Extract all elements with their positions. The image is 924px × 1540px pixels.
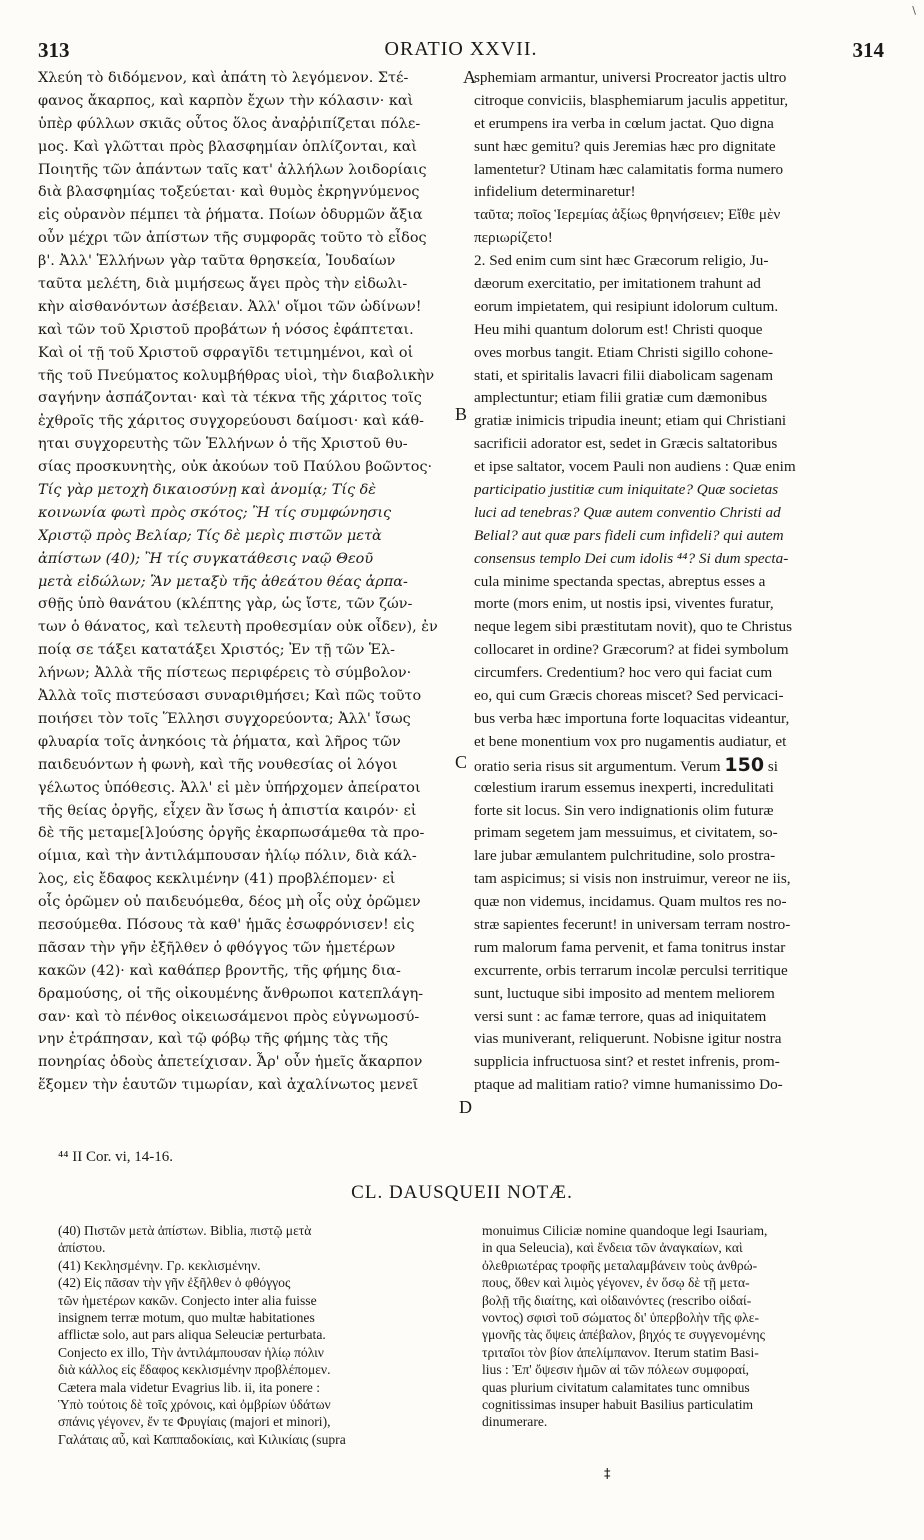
greek-text-column xyxy=(38,67,460,1097)
latin-text-line: gratiæ inimicis tripudia ineunt; etiam qui Christiani xyxy=(474,412,787,430)
footnote: ⁴⁴ II Cor. vi, 14-16. xyxy=(58,1149,174,1165)
note-line: τῶν ἡμετέρων κακῶν. Conjecto inter alia fuisse xyxy=(58,1292,317,1308)
latin-text-line: sphemiam armantur, universi Procreator jactis ultro xyxy=(474,69,787,86)
greek-text-line: πεσούμεθα. Πόσους τὰ καθ' ἡμᾶς ἐσωφρόνισεν! εἰς xyxy=(38,916,415,933)
note-line: (42) Εἰς πᾶσαν τὴν γῆν ἐξῆλθεν ὁ φθόγγος xyxy=(58,1275,291,1291)
greek-text-line: φλυαρία τοῖς ἀνηκόοις τὰ ῥήματα, καὶ λῆρος τῶν xyxy=(38,733,401,750)
note-line: βολῇ τῆς διαίτης, καὶ οἰδαινόντες (rescribo οἰδαί- xyxy=(482,1292,752,1308)
note-line: quas plurium civitatum calamitates tunc omnibus xyxy=(482,1379,750,1395)
note-line: Γαλάταις αὖ, καὶ Καππαδοκίαις, καὶ Κιλικίαις (supra xyxy=(58,1431,346,1447)
margin-letter-b: B xyxy=(455,404,468,424)
greek-text-line: λήνων; Ἀλλὰ τῆς πίστεως περιφέρεις τὸ σύμβολον· xyxy=(38,665,412,682)
greek-text-line: δὲ τῆς μεταμε[λ]ούσης ὀργῆς ἐκαρπωσάμεθα τὰ προ- xyxy=(38,825,425,842)
latin-text-line: oratio seria risus sit argumentum. Verum 150 si xyxy=(474,753,779,776)
latin-text-column xyxy=(474,67,888,1097)
latin-text-line: oves morbus tangit. Etiam Christi sigillo cohone- xyxy=(474,343,774,361)
greek-text-line: ἐχθροῖς τῆς χάριτος συγχορεύουσι δαίμοσι· καὶ κάθ- xyxy=(38,413,425,430)
latin-text-line: et ipse saltator, vocem Pauli non audiens : Quæ enim xyxy=(474,458,796,476)
greek-text-line: ποίᾳ σε τάξει κατατάξει Χριστός; Ἐν τῇ τῶν Ἑλ- xyxy=(38,642,395,659)
latin-text-line: tam aspicimus; si visis non instruimur, vereor ne iis, xyxy=(474,870,791,888)
greek-text-line: Ἀλλὰ τοῖς πιστεύσασι συναριθμήσει; Καὶ πῶς τοῦτο xyxy=(38,688,422,705)
note-line: ἀπίστου. xyxy=(58,1240,106,1256)
note-line: Conjecto ex illo, Τὴν ἀντιλάμπουσαν ἡλίῳ πόλιν xyxy=(58,1344,324,1360)
latin-text-line: collocaret in ordine? Græcorum? at fidei symbolum xyxy=(474,641,789,659)
greek-text-line: Ποιητῆς τῶν ἁπάντων ταῖς κατ' ἀλλήλων λοιδορίαις xyxy=(38,161,427,178)
greek-text-line: οἷς ὁρῶμεν οὐ παιδευόμεθα, δέος μὴ οἷς οὐχ ὁρῶμεν xyxy=(38,894,421,911)
latin-text-line: luci ad tenebras? Quæ autem conventio Christi ad xyxy=(474,503,781,521)
latin-text-line: primam segetem jam messuimus, et civitatem, so- xyxy=(474,824,778,842)
latin-text-line: rum malorum fama pervenit, et fama tonitrus instar xyxy=(474,938,786,956)
margin-letter-a: A xyxy=(463,67,476,87)
note-line: σπάνις γέγονεν, ἔν τε Φρυγίαις (majori et minori), xyxy=(58,1414,331,1430)
latin-text-line: stati, et spiritalis lavacri filii diabolicam sagenam xyxy=(474,366,774,384)
note-line: cognitissimas insuper habuit Basilius particulatim xyxy=(482,1396,754,1412)
margin-letter-c: C xyxy=(455,752,468,772)
latin-text-line: excurrente, orbis terrarum incolæ perculsi territique xyxy=(474,961,788,979)
latin-text-line: infidelium determinaretur! xyxy=(474,183,636,201)
latin-text-line: eo, qui cum Græcis choreas miscet? Sed pervicaci- xyxy=(474,687,784,705)
greek-text-line: εἰς οὐρανὸν πέμπει τὰ ῥήματα. Ποίων ὀδυρμῶν ἄξια xyxy=(38,207,423,224)
latin-text-line: morte (mors enim, ut nostis ipsi, viventes furatur, xyxy=(474,595,774,613)
note-line: νοντος) σφισὶ τοῦ σώματος δι' ὑπερβολὴν τῆς φλε- xyxy=(482,1309,759,1325)
running-title: ORATIO XXVII. xyxy=(384,38,538,60)
greek-text-line: κακῶν (42)· καὶ καθάπερ βροντῆς, τῆς φήμης δια- xyxy=(38,962,401,979)
latin-text-line: citroque conviciis, blasphemiarum jaculis appetitur, xyxy=(474,91,789,109)
page-number-right: 314 xyxy=(852,38,884,62)
latin-text-line: vias muniverant, reliquerunt. Nobisne igitur nostra xyxy=(474,1030,782,1048)
margin-letter-d: D xyxy=(459,1097,472,1117)
latin-text-line: neque legem sibi præstitutam novit), quo te Christus xyxy=(474,618,793,636)
latin-text-line: περιωρίζετο! xyxy=(474,229,553,247)
greek-text-line: Τίς γὰρ μετοχὴ δικαιοσύνῃ καὶ ἀνομίᾳ; Τίς δὲ xyxy=(38,482,377,499)
note-line: afflictæ solo, aut pars aliqua Seleuciæ perturbata. xyxy=(58,1327,326,1343)
greek-text-line: μετὰ εἰδώλων; Ἂν μεταξὺ τῆς ἀθεάτου θέας ἁρπα- xyxy=(38,573,408,590)
latin-text-line: cœlestium irarum essemus inexperti, incredulitati xyxy=(474,778,774,796)
greek-text-line: Χριστῷ πρὸς Βελίαρ; Τίς δὲ μερὶς πιστῶν μετὰ xyxy=(38,527,382,544)
latin-text-line: et bene monentium vox pro nugamentis audiatur, et xyxy=(474,732,787,750)
greek-text-line: δραμούσης, οἱ τῆς οἰκουμένης ἄνθρωποι κατεπλάγη- xyxy=(38,985,424,1002)
latin-text-line: forte sit locus. Sin vero indignationis olim futuræ xyxy=(474,801,774,819)
latin-text-line: sunt hæc gemitu? quis Jeremias hæc pro dignitate xyxy=(474,137,776,155)
greek-text-line: σίας προσκυνητὴς, οὐκ ἀκούων τοῦ Παύλου βοῶντος· xyxy=(38,459,433,476)
note-line: in qua Seleucia), καὶ ἔνδεια τῶν ἀναγκαίων, καὶ xyxy=(482,1240,743,1256)
note-line: πους, ὅθεν καὶ λιμὸς γέγονεν, ἐν ὅσῳ δὲ τῇ μετα- xyxy=(482,1275,750,1291)
greek-text-line: πᾶσαν τὴν γῆν ἐξῆλθεν ὁ φθόγγος τῶν ἡμετέρων xyxy=(38,939,396,956)
greek-text-line: ποιήσει τὸν τοῖς Ἕλλησι συγχορεύοντα; Ἀλλ' ἴσως xyxy=(38,710,411,727)
greek-text-line: κοινωνία φωτὶ πρὸς σκότος; Ἢ τίς συμφώνησις xyxy=(38,504,392,521)
latin-text-line: circumfers. Credentium? hoc vero qui faciat cum xyxy=(474,664,773,682)
greek-text-line: των ὁ θάνατος, καὶ τελευτὴ προθεσμίαν οὐκ οἶδεν), ἐν xyxy=(38,619,438,636)
latin-text-line: ταῦτα; ποῖος Ἱερεμίας ἀξίως θρηνήσειεν; Εἴθε μὲν xyxy=(474,206,781,224)
greek-text-line: ηται συγχορευτὴς τῶν Ἑλλήνων ὁ τῆς Χριστοῦ θυ- xyxy=(38,436,408,453)
latin-text-line: versi sunt : ac famæ terrore, quas ad iniquitatem xyxy=(474,1007,767,1025)
greek-text-line: καὶ τῶν τοῦ Χριστοῦ προβάτων ἡ νόσος ἐφάπτεται. xyxy=(38,321,414,338)
greek-text-line: ἕξομεν τὴν ἑαυτῶν τιμωρίαν, καὶ ἀχαλίνωτος μενεῖ xyxy=(38,1077,419,1094)
greek-text-line: τῆς θείας ὀργῆς, εἶχεν ἂν ἴσως ἡ ἀπιστία καιρόν· εἰ xyxy=(38,802,417,819)
note-line: monuimus Ciliciæ nomine quandoque legi Isauriam, xyxy=(482,1223,768,1238)
greek-text-line: σθῇς ὑπὸ θανάτου (κλέπτης γὰρ, ὡς ἴστε, τῶν ζών- xyxy=(38,596,413,613)
greek-text-line: β'. Ἀλλ' Ἑλλήνων γὰρ ταῦτα θρησκεία, Ἰουδαίων xyxy=(38,253,396,270)
greek-text-line: οίμια, καὶ τὴν ἀντιλάμπουσαν ἡλίῳ πόλιν, διὰ κάλ- xyxy=(38,848,417,865)
latin-text-line: consensus templo Dei cum idolis ⁴⁴? Si dum specta- xyxy=(474,549,789,567)
greek-text-line: μος. Καὶ γλῶτται πρὸς βλασφημίαν ὁπλίζονται, καὶ xyxy=(38,138,418,155)
greek-text-line: φανος ἄκαρπος, καὶ καρπὸν ἔχων τὴν κόλασιν· καὶ xyxy=(38,92,414,109)
note-line: Ὑπὸ τούτοις δὲ τοῖς χρόνοις, καὶ ὀμβρίων ὑδάτων xyxy=(58,1396,331,1412)
latin-text-line: Heu mihi quantum dolorum est! Christi quoque xyxy=(474,320,763,338)
notes-heading: CL. DAUSQUEII NOTÆ. xyxy=(351,1182,573,1203)
latin-text-line: quæ non videmus, incidamus. Quam multos res no- xyxy=(474,893,787,911)
latin-text-line: lare jubar æmulantem pulchritudine, solo prostra- xyxy=(474,847,776,865)
latin-text-line: supplicia infructuosa sint? et restet infrenis, prom- xyxy=(474,1053,780,1071)
greek-text-line: σαν· καὶ τὸ πένθος οἰκειωσάμενοι πρὸς εὐγνωμοσύ- xyxy=(38,1008,420,1025)
greek-text-line: οὖν μέχρι τῶν ἀπίστων τῆς συμφορᾶς τοῦτο τὸ εἶδος xyxy=(38,230,427,247)
note-line: (40) Πιστῶν μετὰ ἀπίστων. Biblia, πιστῷ μετὰ xyxy=(58,1223,312,1238)
greek-text-line: γέλωτος ὑπόθεσις. Ἀλλ' εἰ μὲν ὑπήρχομεν ἀπείρατοι xyxy=(38,779,421,796)
note-line: Cætera mala videtur Evagrius lib. ii, ita ponere : xyxy=(58,1379,320,1395)
note-line: ὀλεθριωτέρας τροφῆς μεταλαμβάνειν τοὺς ἀνθρώ- xyxy=(482,1257,758,1273)
latin-text-line: Belial? aut quæ pars fideli cum infideli? qui autem xyxy=(474,526,784,544)
column-number-marker: 150 xyxy=(724,753,765,776)
greek-text-line: ὑπὲρ φύλλων σκιᾶς οὗτος ὅλος ἀναῤῥιπίζεται πόλε- xyxy=(38,115,421,132)
corner-mark: \ xyxy=(912,4,916,17)
notes-right-column xyxy=(482,1222,884,1431)
latin-text-line: 2. Sed enim cum sint hæc Græcorum religio, Ju- xyxy=(474,252,769,270)
latin-text-line: participatio justitiæ cum iniquitate? Quæ societas xyxy=(474,481,779,499)
page-header xyxy=(38,38,884,64)
note-line: lius : Ἐπ' ὄψεσιν ἡμῶν αἱ τῶν πόλεων συμφοραί, xyxy=(482,1362,750,1378)
note-line: (41) Κεκλησμένην. Γρ. κεκλισμένην. xyxy=(58,1257,261,1273)
latin-text-line: sunt, luctuque sibi imposito ad mentem meliorem xyxy=(474,984,775,1002)
note-line: τριταῖοι τὸν βίον ἀπελίμπανον. Iterum statim Basi- xyxy=(482,1344,759,1360)
latin-text-line: sacrificii adorator est, sedet in Græcis saltatoribus xyxy=(474,435,778,453)
greek-text-line: Καὶ οἱ τῇ τοῦ Χριστοῦ σφραγῖδι τετιμημένοι, καὶ οἱ xyxy=(38,344,414,361)
greek-text-line: ἀπίστων (40); Ἢ τίς συγκατάθεσις ναῷ Θεοῦ xyxy=(38,550,374,567)
greek-text-line: κὴν αἰσθανόντων ἀσέβειαν. Ἀλλ' οἴμοι τῶν ὠδίνων! xyxy=(38,298,422,315)
greek-text-line: λος, εἰς ἔδαφος κεκλιμένην (41) προβλέπομεν· εἰ xyxy=(38,871,396,888)
latin-text-line: lamentetur? Utinam hæc calamitatis forma numero xyxy=(474,160,784,178)
note-line: dinumerare. xyxy=(482,1414,548,1430)
latin-text-line: ptaque ad malitiam ratio? vimne humanissimo Do- xyxy=(474,1076,783,1094)
note-line: γμονῆς τὰς ὄψεις ἀπέβαλον, βηχός τε συγγενομένης xyxy=(482,1327,766,1343)
latin-text-line: stræ sapientes fecerunt! in universam terram nostro- xyxy=(474,915,791,933)
greek-text-line: νην ἐτράπησαν, καὶ τῷ φόβῳ τῆς φήμης τὰς τῆς xyxy=(38,1031,389,1048)
note-line: διὰ κάλλος εἰς ἔδαφος κεκλισμένην προβλέπομεν. xyxy=(58,1362,331,1378)
greek-text-line: σαγήνην ἀσπάζονται· καὶ τὰ τέκνα τῆς χάριτος τοῖς xyxy=(38,390,422,407)
page-number-left: 313 xyxy=(38,38,70,62)
latin-text-line: dæorum exercitatio, per imitationem trahunt ad xyxy=(474,275,761,293)
latin-text-line: et erumpens ira verba in cœlum jactat. Quo digna xyxy=(474,114,774,132)
latin-text-line: bus verba hæc importuna forte loquacitas videantur, xyxy=(474,709,790,727)
greek-text-line: Χλεύη τὸ διδόμενον, καὶ ἀπάτη τὸ λεγόμενον. Στέ- xyxy=(38,70,409,86)
note-line: insignem terræ motum, quo multæ habitationes xyxy=(58,1309,315,1325)
latin-text-line: cula minime spectanda spectas, abreptus esses a xyxy=(474,572,766,590)
bottom-mark: ‡ xyxy=(604,1467,611,1482)
greek-text-line: πονηρίας ὁδοὺς ἀπετείχισαν. Ἆρ' οὖν ἡμεῖς ἄκαρπον xyxy=(38,1054,423,1071)
latin-text-line: amplectuntur; etiam filii gratiæ cum dæmonibus xyxy=(474,389,768,407)
latin-text-line: eorum impietatem, qui resipiunt idolorum cultum. xyxy=(474,297,779,315)
greek-text-line: διὰ βλασφημίας τοξεύεται· καὶ θυμὸς ἐκρηγνύμενος xyxy=(38,184,420,201)
greek-text-line: παιδευόντων ἡ φωνὴ, καὶ τῆς νουθεσίας οἱ λόγοι xyxy=(38,756,398,773)
greek-text-line: ταῦτα μελέτη, διὰ μιμήσεως ἄγει πρὸς τὴν εἰδωλι- xyxy=(38,276,408,293)
notes-left-column xyxy=(58,1222,462,1448)
greek-text-line: τῆς τοῦ Πνεύματος κολυμβήθρας υἱοὶ, τὴν διαβολικὴν xyxy=(38,367,435,384)
